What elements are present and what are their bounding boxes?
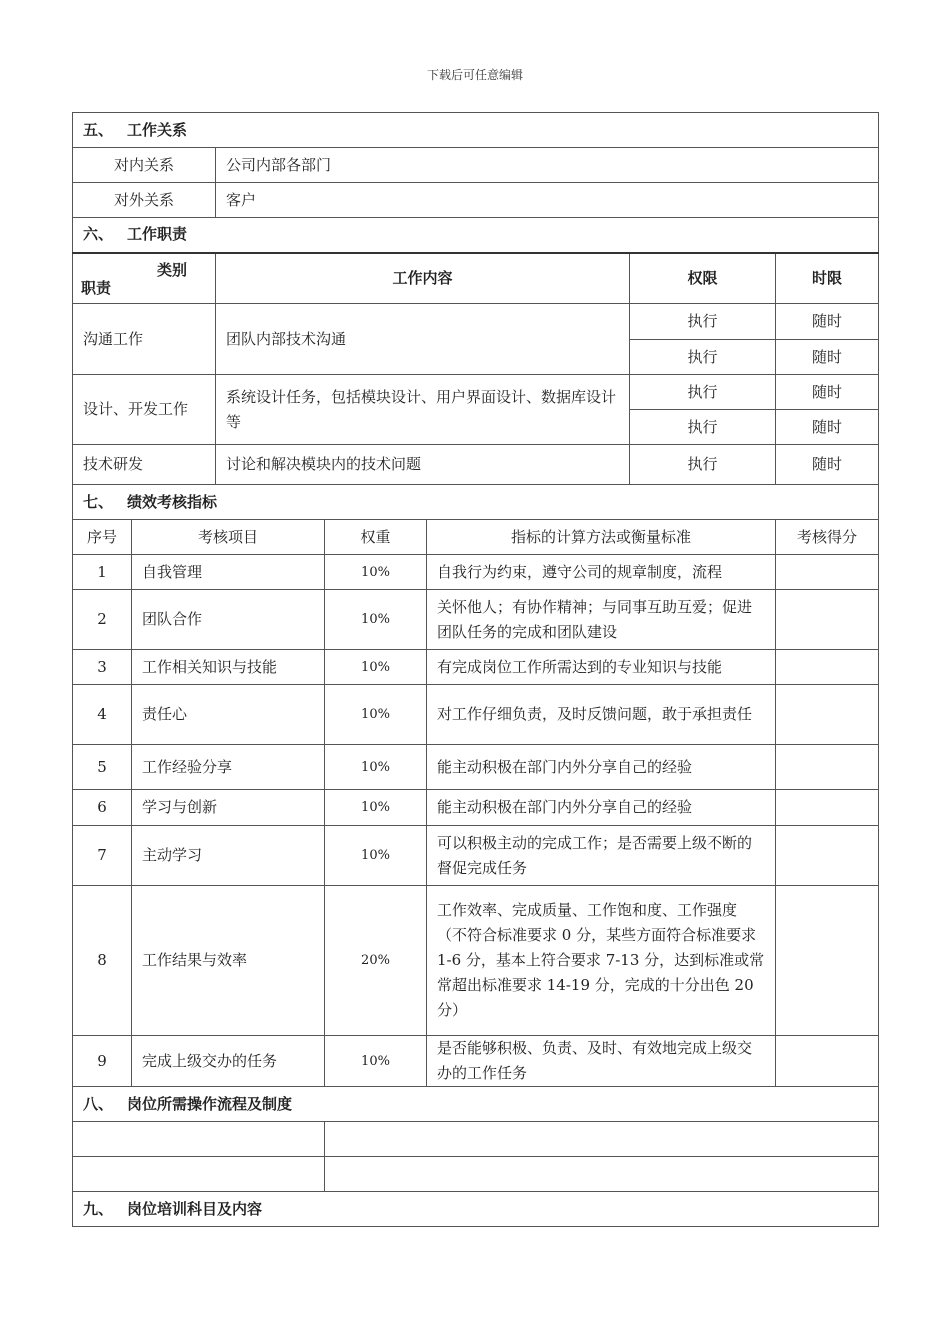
kpi-item: 工作经验分享: [132, 745, 325, 790]
procedure-row: [73, 1122, 879, 1157]
section9-heading: [73, 1192, 879, 1227]
kpi-row: [73, 826, 879, 886]
kpi-method: 关怀他人；有协作精神；与同事互助互爱；促进团队任务的完成和团队建设: [427, 590, 776, 650]
kpi-no: 8: [73, 886, 132, 1036]
kpi-row: [73, 685, 879, 745]
duty-row: [73, 445, 879, 485]
procedure-cell: [73, 1157, 325, 1192]
kpi-score: [776, 1036, 879, 1087]
relation-row: [73, 183, 879, 218]
kpi-method: 可以积极主动的完成工作；是否需要上级不断的督促完成任务: [427, 826, 776, 886]
section6-heading: [73, 218, 879, 253]
section7-heading: [73, 485, 879, 520]
kpi-score: [776, 790, 879, 826]
kpi-score: [776, 745, 879, 790]
duty-name: 技术研发: [73, 445, 216, 485]
kpi-header-row: [73, 520, 879, 555]
kpi-item: 工作结果与效率: [132, 886, 325, 1036]
duty-authority: 执行: [630, 304, 776, 340]
kpi-method-cell: [427, 886, 776, 1036]
page-header-note: 下载后可任意编辑: [426, 68, 523, 82]
section5-title: 工作关系: [127, 120, 188, 139]
section7-title: 绩效考核指标: [127, 492, 218, 511]
kpi-score: [776, 650, 879, 685]
kpi-no: 9: [73, 1036, 132, 1087]
job-table: [72, 112, 879, 1227]
duty-authority: 执行: [630, 445, 776, 485]
section6-title: 工作职责: [127, 225, 188, 244]
relation-label: 对外关系: [73, 183, 216, 218]
kpi-item: 工作相关知识与技能: [132, 650, 325, 685]
section5-heading: [73, 113, 879, 148]
duty-row: [73, 375, 879, 410]
kpi-weight: 10%: [325, 590, 427, 650]
kpi-weight: 10%: [325, 1036, 427, 1087]
relation-value: 公司内部各部门: [216, 148, 879, 183]
kpi-method: 对工作仔细负责，及时反馈问题，敢于承担责任: [427, 685, 776, 745]
kpi-row: [73, 590, 879, 650]
procedure-cell: [73, 1122, 325, 1157]
section8-title: 岗位所需操作流程及制度: [127, 1094, 293, 1113]
kpi-score: [776, 685, 879, 745]
kpi-method-note: （不符合标准要求 0 分，某些方面符合标准要求 1-6 分，基本上符合要求 7-13 分，达到标准或常常超出标准要求 14-19 分，完成的十分出色 20 分）: [437, 926, 765, 1019]
kpi-weight: 10%: [325, 790, 427, 826]
relation-value: 客户: [216, 183, 879, 218]
kpi-item: 自我管理: [132, 555, 325, 590]
category-label: 类别: [156, 260, 187, 279]
kpi-no: 2: [73, 590, 132, 650]
section9-title: 岗位培训科目及内容: [127, 1199, 263, 1218]
kpi-row: [73, 650, 879, 685]
section7-heading-row: [73, 485, 879, 520]
section9-heading-row: [73, 1192, 879, 1227]
relation-row: [73, 148, 879, 183]
kpi-no: 3: [73, 650, 132, 685]
duty-deadline: 随时: [776, 410, 879, 445]
procedure-cell: [325, 1122, 879, 1157]
section6-heading-row: [73, 218, 879, 253]
duty-authority: 执行: [630, 375, 776, 410]
kpi-weight: 10%: [325, 745, 427, 790]
job-description-sheet: [72, 112, 878, 1227]
relation-label: 对内关系: [73, 148, 216, 183]
kpi-weight: 10%: [325, 826, 427, 886]
duty-deadline: 随时: [776, 304, 879, 340]
duty-name: 沟通工作: [73, 304, 216, 375]
kpi-method: 自我行为约束，遵守公司的规章制度，流程: [427, 555, 776, 590]
content-header: 工作内容: [216, 253, 630, 304]
duty-diagonal-header: [73, 253, 216, 304]
kpi-row: [73, 555, 879, 590]
duty-name: 设计、开发工作: [73, 375, 216, 445]
duty-content: 讨论和解决模块内的技术问题: [216, 445, 630, 485]
duty-authority: 执行: [630, 410, 776, 445]
kpi-no: 1: [73, 555, 132, 590]
kpi-weight: 10%: [325, 650, 427, 685]
kpi-weight: 10%: [325, 555, 427, 590]
duty-content: 系统设计任务，包括模块设计、用户界面设计、数据库设计等: [216, 375, 630, 445]
authority-header: 权限: [630, 253, 776, 304]
procedure-row: [73, 1157, 879, 1192]
section6-number: 六、: [83, 225, 114, 244]
duty-label: 职责: [81, 279, 112, 297]
duty-deadline: 随时: [776, 375, 879, 410]
kpi-row: [73, 745, 879, 790]
kpi-score: [776, 826, 879, 886]
kpi-item: 学习与创新: [132, 790, 325, 826]
kpi-item: 团队合作: [132, 590, 325, 650]
kpi-method: 能主动积极在部门内外分享自己的经验: [427, 745, 776, 790]
kpi-item-header: 考核项目: [132, 520, 325, 555]
kpi-weight-header: 权重: [325, 520, 427, 555]
kpi-row: [73, 790, 879, 826]
duty-header-row: [73, 253, 879, 304]
kpi-method: 工作效率、完成质量、工作饱和度、工作强度: [437, 901, 738, 919]
section5-number: 五、: [83, 120, 114, 139]
section7-number: 七、: [83, 492, 114, 511]
kpi-score: [776, 590, 879, 650]
section8-number: 八、: [83, 1094, 114, 1113]
duty-deadline: 随时: [776, 445, 879, 485]
kpi-weight: 20%: [325, 886, 427, 1036]
duty-authority: 执行: [630, 340, 776, 375]
kpi-no: 4: [73, 685, 132, 745]
section9-number: 九、: [83, 1199, 114, 1218]
kpi-row: [73, 1036, 879, 1087]
kpi-item: 主动学习: [132, 826, 325, 886]
kpi-method: 是否能够积极、负责、及时、有效地完成上级交办的工作任务: [427, 1036, 776, 1087]
kpi-weight: 10%: [325, 685, 427, 745]
kpi-no: 6: [73, 790, 132, 826]
section8-heading: [73, 1087, 879, 1122]
kpi-no-header: 序号: [73, 520, 132, 555]
deadline-header: 时限: [776, 253, 879, 304]
duty-row: [73, 304, 879, 340]
section5-heading-row: [73, 113, 879, 148]
section8-heading-row: [73, 1087, 879, 1122]
kpi-item: 完成上级交办的任务: [132, 1036, 325, 1087]
kpi-method: 有完成岗位工作所需达到的专业知识与技能: [427, 650, 776, 685]
kpi-score-header: 考核得分: [776, 520, 879, 555]
kpi-score: [776, 886, 879, 1036]
kpi-method-header: 指标的计算方法或衡量标准: [427, 520, 776, 555]
kpi-method: 能主动积极在部门内外分享自己的经验: [427, 790, 776, 826]
kpi-no: 7: [73, 826, 132, 886]
kpi-no: 5: [73, 745, 132, 790]
kpi-score: [776, 555, 879, 590]
kpi-item: 责任心: [132, 685, 325, 745]
kpi-row: [73, 886, 879, 1036]
duty-deadline: 随时: [776, 340, 879, 375]
procedure-cell: [325, 1157, 879, 1192]
duty-content: 团队内部技术沟通: [216, 304, 630, 375]
